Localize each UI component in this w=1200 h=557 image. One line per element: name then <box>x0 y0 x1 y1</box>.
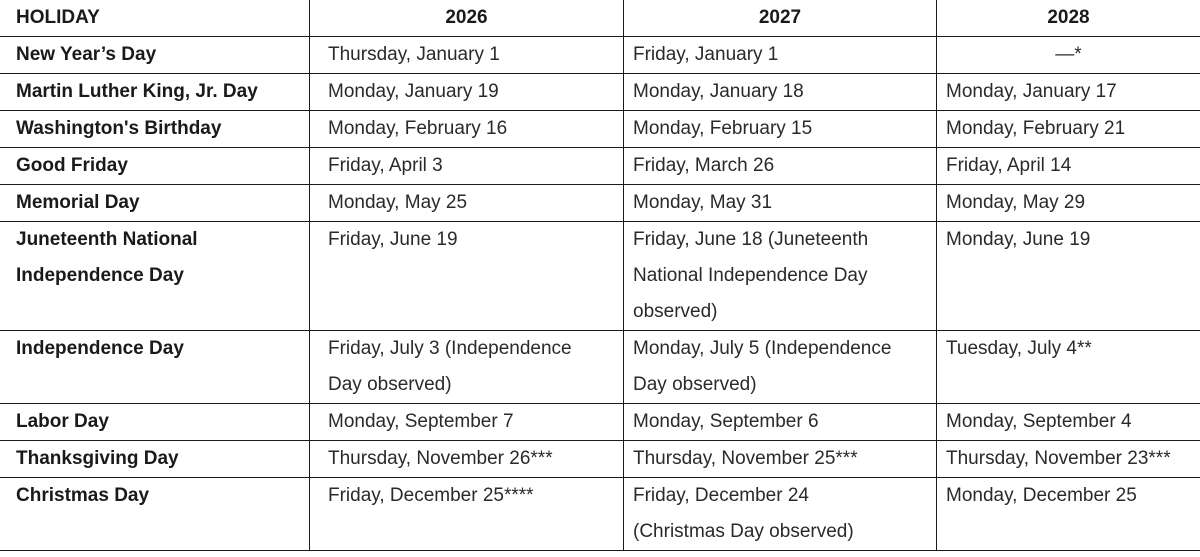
cell-text-line: Martin Luther King, Jr. Day <box>16 81 258 102</box>
date-2027-cell <box>624 404 937 441</box>
date-2027-cell <box>624 74 937 111</box>
holiday-name-cell <box>0 111 310 148</box>
cell-text-line: Good Friday <box>16 155 128 176</box>
date-2027-cell <box>624 222 937 331</box>
cell-text-line: New Year’s Day <box>16 44 157 65</box>
cell-text-line: Thursday, November 23*** <box>946 448 1171 469</box>
cell-text-line: Monday, January 17 <box>946 81 1117 102</box>
date-2028-cell <box>937 331 1200 404</box>
cell-text-line: Monday, February 21 <box>946 118 1126 139</box>
date-2027-cell <box>624 331 937 404</box>
date-2028-cell <box>937 111 1200 148</box>
date-2028-cell <box>937 148 1200 185</box>
cell-text-line: Monday, September 6 <box>633 411 819 432</box>
cell-text-line: Monday, June 19 <box>946 229 1091 250</box>
cell-text-line: Monday, December 25 <box>946 485 1137 506</box>
date-2026-cell <box>310 478 624 551</box>
date-2026-cell <box>310 185 624 222</box>
date-2028-cell <box>937 37 1200 74</box>
cell-text-line: Tuesday, July 4** <box>946 338 1092 359</box>
holiday-name-cell <box>0 331 310 404</box>
cell-text-line: Juneteenth National <box>16 229 198 250</box>
cell-text-line: Washington's Birthday <box>16 118 222 139</box>
cell-text-line: Friday, March 26 <box>633 155 775 176</box>
cell-text-line: Monday, July 5 (Independence <box>633 338 892 359</box>
cell-text-line: Thursday, November 26*** <box>328 448 553 469</box>
cell-text-line: Monday, February 15 <box>633 118 813 139</box>
date-2026-cell <box>310 331 624 404</box>
cell-text-line: Independence Day <box>16 338 184 359</box>
table-row <box>0 478 1200 551</box>
cell-text-line: Monday, February 16 <box>328 118 508 139</box>
cell-text-line: Friday, December 24 <box>633 485 809 506</box>
cell-text-line: observed) <box>633 301 718 322</box>
date-2026-cell <box>310 148 624 185</box>
cell-text-line: Christmas Day <box>16 485 150 506</box>
cell-text-line: Monday, May 25 <box>328 192 468 213</box>
cell-text-line: Friday, June 18 (Juneteenth <box>633 229 869 250</box>
table-row <box>0 74 1200 111</box>
header-holiday: HOLIDAY <box>0 0 310 37</box>
cell-text-line: (Christmas Day observed) <box>633 521 854 542</box>
cell-text-line: National Independence Day <box>633 265 868 286</box>
table-row <box>0 222 1200 331</box>
cell-text-line: Monday, May 29 <box>946 192 1086 213</box>
table-row <box>0 37 1200 74</box>
date-2027-cell <box>624 148 937 185</box>
cell-text-line: Friday, January 1 <box>633 44 779 65</box>
date-2027-cell <box>624 37 937 74</box>
holiday-name-cell <box>0 37 310 74</box>
date-2026-cell <box>310 74 624 111</box>
cell-text-line: —* <box>1055 44 1082 65</box>
date-2027-cell <box>624 478 937 551</box>
cell-text-line: Monday, January 18 <box>633 81 804 102</box>
holiday-name-cell <box>0 222 310 331</box>
table-row <box>0 111 1200 148</box>
cell-text-line: Monday, September 4 <box>946 411 1132 432</box>
cell-text-line: Independence Day <box>16 265 184 286</box>
date-2027-cell <box>624 441 937 478</box>
table-row <box>0 441 1200 478</box>
table-row <box>0 148 1200 185</box>
date-2026-cell <box>310 404 624 441</box>
holiday-name-cell <box>0 74 310 111</box>
date-2028-cell <box>937 185 1200 222</box>
cell-text-line: Friday, December 25**** <box>328 485 534 506</box>
table-row <box>0 185 1200 222</box>
cell-text-line: Labor Day <box>16 411 109 432</box>
date-2026-cell <box>310 222 624 331</box>
holiday-name-cell <box>0 404 310 441</box>
holiday-name-cell <box>0 478 310 551</box>
cell-text-line: Day observed) <box>633 374 757 395</box>
date-2027-cell <box>624 111 937 148</box>
date-2028-cell <box>937 478 1200 551</box>
date-2026-cell <box>310 37 624 74</box>
cell-text-line: Monday, May 31 <box>633 192 773 213</box>
header-2028: 2028 <box>937 0 1200 37</box>
date-2027-cell <box>624 185 937 222</box>
header-2026: 2026 <box>310 0 624 37</box>
cell-text-line: Friday, June 19 <box>328 229 458 250</box>
cell-text-line: Thursday, January 1 <box>328 44 500 65</box>
cell-text-line: Day observed) <box>328 374 452 395</box>
cell-text-line: Monday, January 19 <box>328 81 499 102</box>
cell-text-line: Memorial Day <box>16 192 140 213</box>
date-2026-cell <box>310 111 624 148</box>
cell-text-line: Friday, April 14 <box>946 155 1072 176</box>
table-header-row <box>0 0 1200 37</box>
cell-text-line: Thursday, November 25*** <box>633 448 858 469</box>
holiday-name-cell <box>0 441 310 478</box>
date-2028-cell <box>937 441 1200 478</box>
date-2028-cell <box>937 74 1200 111</box>
cell-text-line: Friday, July 3 (Independence <box>328 338 572 359</box>
cell-text-line: Friday, April 3 <box>328 155 443 176</box>
table-row <box>0 331 1200 404</box>
holiday-name-cell <box>0 148 310 185</box>
cell-text-line: Thanksgiving Day <box>16 448 179 469</box>
date-2026-cell <box>310 441 624 478</box>
table-row <box>0 404 1200 441</box>
cell-text-line: Monday, September 7 <box>328 411 514 432</box>
holiday-name-cell <box>0 185 310 222</box>
date-2028-cell <box>937 404 1200 441</box>
date-2028-cell <box>937 222 1200 331</box>
header-2027: 2027 <box>624 0 937 37</box>
